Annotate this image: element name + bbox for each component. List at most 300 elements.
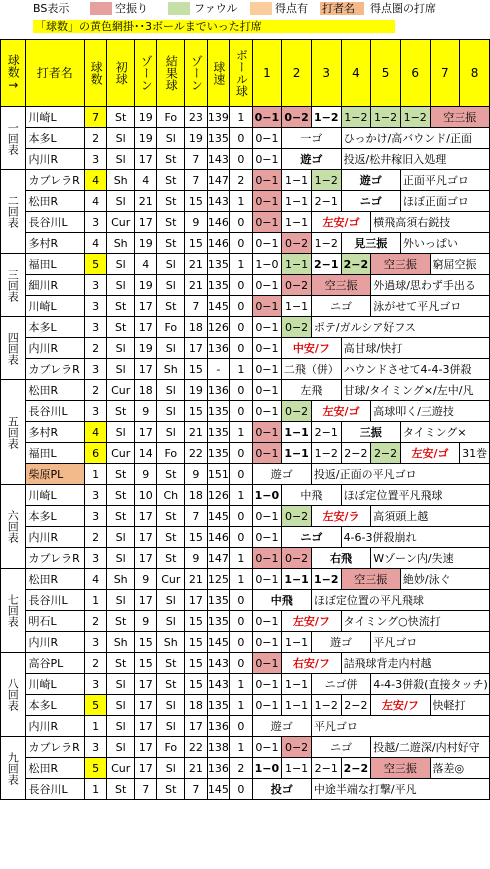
table-row xyxy=(1,233,490,254)
first-pitch: St xyxy=(107,779,135,800)
first-pitch: Sl xyxy=(107,422,135,443)
batter-name: 長谷川L xyxy=(25,401,84,422)
zone-result: 18 xyxy=(185,317,208,338)
pitch-speed: 145 xyxy=(207,506,230,527)
count-cell: タイミング× xyxy=(400,422,489,443)
zone-result: 21 xyxy=(185,275,208,296)
count-cell: 詰飛球背走内村越 xyxy=(341,653,489,674)
pitch-speed: 136 xyxy=(207,758,230,779)
header-speed: 球速 xyxy=(207,40,230,107)
pitch-speed: 135 xyxy=(207,275,230,296)
header-first: 初球 xyxy=(107,40,135,107)
table-row xyxy=(1,632,490,653)
table-row xyxy=(1,107,490,128)
ball-count: 0 xyxy=(230,275,253,296)
count-cell: 2−2 xyxy=(341,254,371,275)
count-cell: タイミング○快流打 xyxy=(341,611,489,632)
first-pitch: St xyxy=(107,296,135,317)
header-result: 結果球 xyxy=(157,40,185,107)
header-inning: 球数→ xyxy=(1,40,26,107)
count-cell: 0−1 xyxy=(252,380,282,401)
pitch-count: 3 xyxy=(84,401,107,422)
table-row xyxy=(1,254,490,275)
pitch-speed: 135 xyxy=(207,590,230,611)
result-pitch: Sl xyxy=(157,380,185,401)
zone-first: 17 xyxy=(134,422,157,443)
batter-name: 長谷川L xyxy=(25,212,84,233)
zone-first: 7 xyxy=(134,779,157,800)
count-cell: 右飛 xyxy=(311,548,370,569)
ball-count: 0 xyxy=(230,464,253,485)
table-row xyxy=(1,149,490,170)
result-pitch: St xyxy=(157,674,185,695)
zone-first: 17 xyxy=(134,590,157,611)
result-pitch: Sl xyxy=(157,128,185,149)
count-cell: 1−1 xyxy=(282,422,312,443)
result-pitch: St xyxy=(157,212,185,233)
batter-name: 柴原PL xyxy=(25,464,84,485)
header-count-8: 8 xyxy=(460,40,490,107)
zone-result: 15 xyxy=(185,359,208,380)
first-pitch: St xyxy=(107,506,135,527)
count-cell: 0−1 xyxy=(252,128,282,149)
table-row xyxy=(1,506,490,527)
table-row xyxy=(1,569,490,590)
count-cell: 1−1 xyxy=(282,191,312,212)
count-cell: 空三振 xyxy=(430,107,489,128)
first-pitch: St xyxy=(107,611,135,632)
count-cell: ひっかけ/高バウンド/正面 xyxy=(341,128,489,149)
pitch-count: 3 xyxy=(84,506,107,527)
batter-name: 長谷川L xyxy=(25,590,84,611)
ball-count: 1 xyxy=(230,737,253,758)
result-pitch: Fo xyxy=(157,443,185,464)
result-pitch: Sl xyxy=(157,695,185,716)
pitch-count: 2 xyxy=(84,380,107,401)
pitch-speed: 151 xyxy=(207,464,230,485)
first-pitch: St xyxy=(107,317,135,338)
table-row xyxy=(1,191,490,212)
batter-name: 内川R xyxy=(25,527,84,548)
ball-count: 2 xyxy=(230,170,253,191)
batter-name: 細川R xyxy=(25,275,84,296)
zone-result: 21 xyxy=(185,569,208,590)
count-cell: 外過球/思わず手出る xyxy=(371,275,490,296)
first-pitch: Sh xyxy=(107,170,135,191)
result-pitch: Fo xyxy=(157,107,185,128)
first-pitch: Cur xyxy=(107,443,135,464)
count-cell: 中途半端な打撃/平凡 xyxy=(311,779,489,800)
pitch-count: 6 xyxy=(84,443,107,464)
count-cell: 0−1 xyxy=(252,527,282,548)
pitch-count: 5 xyxy=(84,254,107,275)
result-pitch: Sl xyxy=(157,254,185,275)
first-pitch: St xyxy=(107,464,135,485)
pitch-speed: 146 xyxy=(207,233,230,254)
ball-count: 1 xyxy=(230,422,253,443)
inning-label: 一回表 xyxy=(1,107,26,170)
zone-first: 17 xyxy=(134,506,157,527)
batter-name: 本多L xyxy=(25,317,84,338)
zone-first: 17 xyxy=(134,674,157,695)
count-cell: 0−1 xyxy=(252,422,282,443)
zone-first: 15 xyxy=(134,653,157,674)
count-cell: 1−2 xyxy=(311,569,341,590)
zone-first: 17 xyxy=(134,212,157,233)
count-cell: 一ゴ xyxy=(282,128,341,149)
result-pitch: Sl xyxy=(157,590,185,611)
first-pitch: St xyxy=(107,653,135,674)
batter-name: カブレラR xyxy=(25,737,84,758)
count-cell: 0−1 xyxy=(252,737,282,758)
table-row xyxy=(1,338,490,359)
count-cell: 空三振 xyxy=(341,569,400,590)
batter-name: 内川R xyxy=(25,338,84,359)
table-row xyxy=(1,359,490,380)
first-pitch: Sl xyxy=(107,527,135,548)
pitch-count: 7 xyxy=(84,107,107,128)
table-row xyxy=(1,275,490,296)
batter-name: 内川R xyxy=(25,149,84,170)
count-cell: 中安/フ xyxy=(282,338,341,359)
pitch-speed: 143 xyxy=(207,653,230,674)
count-cell: 2−1 xyxy=(311,191,341,212)
foul-label: ファウル xyxy=(194,2,238,15)
ball-count: 0 xyxy=(230,611,253,632)
count-cell: 平凡ゴロ xyxy=(311,716,489,737)
ball-count: 0 xyxy=(230,443,253,464)
pitch-count: 2 xyxy=(84,653,107,674)
pitch-count: 4 xyxy=(84,569,107,590)
count-cell: ほぼ定位置平凡飛球 xyxy=(341,485,489,506)
batter-name: 川崎L xyxy=(25,485,84,506)
count-cell: 0−1 xyxy=(252,695,282,716)
count-cell: 0−1 xyxy=(252,338,282,359)
foul-swatch xyxy=(168,2,190,15)
batter-name: 松田R xyxy=(25,191,84,212)
zone-result: 22 xyxy=(185,737,208,758)
count-cell: 0−2 xyxy=(282,317,312,338)
zone-result: 7 xyxy=(185,779,208,800)
result-pitch: St xyxy=(157,296,185,317)
count-cell: 4-4-3併殺(直接タッチ) xyxy=(371,674,490,695)
count-cell: 遊ゴ xyxy=(341,170,400,191)
table-row xyxy=(1,758,490,779)
result-pitch: Sl xyxy=(157,275,185,296)
note-label: 「球数」の黄色網掛･･3ボールまでいった打席 xyxy=(35,20,262,33)
batter-name: 多村R xyxy=(25,233,84,254)
ball-count: 0 xyxy=(230,380,253,401)
pitch-speed: 143 xyxy=(207,191,230,212)
zone-first: 19 xyxy=(134,107,157,128)
count-cell: 空三振 xyxy=(311,275,370,296)
table-row xyxy=(1,674,490,695)
zone-result: 9 xyxy=(185,464,208,485)
count-cell: 1−1 xyxy=(282,758,312,779)
batter-name: 内川R xyxy=(25,632,84,653)
count-cell: 中飛 xyxy=(252,590,311,611)
result-pitch: Sl xyxy=(157,401,185,422)
table-row xyxy=(1,485,490,506)
pitch-count: 3 xyxy=(84,674,107,695)
zone-first: 19 xyxy=(134,233,157,254)
table-row xyxy=(1,779,490,800)
count-cell: 0−1 xyxy=(252,107,282,128)
table-row xyxy=(1,590,490,611)
batter-name: 川崎L xyxy=(25,296,84,317)
count-cell: 左安/フ xyxy=(282,611,341,632)
count-cell: 投返/松井稼旧入処理 xyxy=(341,149,489,170)
first-pitch: Sl xyxy=(107,737,135,758)
pitch-speed: 139 xyxy=(207,107,230,128)
pitch-count: 3 xyxy=(84,359,107,380)
result-pitch: St xyxy=(157,191,185,212)
result-pitch: Sl xyxy=(157,716,185,737)
count-cell: 2−2 xyxy=(341,758,371,779)
pitch-speed: 135 xyxy=(207,422,230,443)
count-cell: 絶妙/泳ぐ xyxy=(400,569,489,590)
count-cell: 左安/ゴ xyxy=(400,443,459,464)
header-count-1: 1 xyxy=(252,40,282,107)
header-count-7: 7 xyxy=(430,40,460,107)
count-cell: 見三振 xyxy=(341,233,400,254)
inning-label: 二回表 xyxy=(1,170,26,254)
count-cell: 0−1 xyxy=(252,212,282,233)
zone-first: 21 xyxy=(134,191,157,212)
pitch-speed: 135 xyxy=(207,611,230,632)
ball-count: 0 xyxy=(230,338,253,359)
count-cell: 1−2 xyxy=(311,233,341,254)
result-pitch: Sh xyxy=(157,359,185,380)
ball-count: 1 xyxy=(230,548,253,569)
count-cell: 1−0 xyxy=(252,485,282,506)
header-pitches: 球数 xyxy=(84,40,107,107)
zone-result: 17 xyxy=(185,338,208,359)
zone-first: 19 xyxy=(134,128,157,149)
count-cell: 0−1 xyxy=(252,359,282,380)
zone-result: 15 xyxy=(185,233,208,254)
zone-first: 17 xyxy=(134,716,157,737)
table-row xyxy=(1,401,490,422)
pitch-count: 4 xyxy=(84,191,107,212)
pitch-speed: 143 xyxy=(207,674,230,695)
count-cell: 投ゴ xyxy=(252,779,311,800)
pitch-speed: 136 xyxy=(207,716,230,737)
first-pitch: Cur xyxy=(107,212,135,233)
count-cell: 遊ゴ xyxy=(252,464,311,485)
count-cell: 1−1 xyxy=(282,674,312,695)
result-pitch: St xyxy=(157,170,185,191)
batter-name: 本多L xyxy=(25,128,84,149)
pitch-speed: 138 xyxy=(207,737,230,758)
inning-label: 五回表 xyxy=(1,380,26,485)
pitch-count: 5 xyxy=(84,758,107,779)
count-cell: 左安/ラ xyxy=(311,506,370,527)
table-row xyxy=(1,380,490,401)
batter-name: カブレラR xyxy=(25,548,84,569)
count-cell: 左安/ゴ xyxy=(311,212,370,233)
table-row xyxy=(1,296,490,317)
inning-label: 四回表 xyxy=(1,317,26,380)
count-cell: 平凡ゴロ xyxy=(371,632,490,653)
count-cell: 0−2 xyxy=(282,737,312,758)
count-cell: 1−0 xyxy=(252,254,282,275)
inning-label: 八回表 xyxy=(1,653,26,737)
first-pitch: St xyxy=(107,485,135,506)
scoring-pos-label: 得点圏の打席 xyxy=(370,2,436,15)
count-cell: 1−1 xyxy=(282,170,312,191)
zone-first: 17 xyxy=(134,296,157,317)
pitch-count: 4 xyxy=(84,233,107,254)
zone-first: 17 xyxy=(134,737,157,758)
inning-label: 六回表 xyxy=(1,485,26,569)
first-pitch: Sl xyxy=(107,254,135,275)
zone-first: 17 xyxy=(134,359,157,380)
zone-result: 22 xyxy=(185,443,208,464)
pitch-count: 1 xyxy=(84,590,107,611)
batter-name: 明石L xyxy=(25,611,84,632)
count-cell: 0−2 xyxy=(282,548,312,569)
result-pitch: St xyxy=(157,506,185,527)
batter-name: カブレラR xyxy=(25,170,84,191)
zone-first: 17 xyxy=(134,548,157,569)
count-cell: 0−2 xyxy=(282,233,312,254)
pitch-speed: 146 xyxy=(207,527,230,548)
table-row xyxy=(1,527,490,548)
first-pitch: St xyxy=(107,401,135,422)
zone-result: 15 xyxy=(185,653,208,674)
pitch-speed: 135 xyxy=(207,128,230,149)
header-count-6: 6 xyxy=(400,40,430,107)
count-cell: 横飛高須右鋭技 xyxy=(371,212,490,233)
table-row xyxy=(1,737,490,758)
ball-count: 0 xyxy=(230,212,253,233)
count-cell: ニゴ xyxy=(282,527,341,548)
pitch-speed: 145 xyxy=(207,632,230,653)
result-pitch: Fo xyxy=(157,737,185,758)
count-cell: 2−2 xyxy=(341,443,371,464)
zone-result: 9 xyxy=(185,212,208,233)
first-pitch: Sh xyxy=(107,569,135,590)
ball-count: 1 xyxy=(230,485,253,506)
pitch-table xyxy=(0,39,490,800)
zone-result: 15 xyxy=(185,611,208,632)
pitch-speed: 135 xyxy=(207,443,230,464)
ball-count: 0 xyxy=(230,401,253,422)
pitch-count: 3 xyxy=(84,737,107,758)
zone-first: 14 xyxy=(134,443,157,464)
pitch-count: 3 xyxy=(84,275,107,296)
ball-count: 0 xyxy=(230,233,253,254)
ball-count: 0 xyxy=(230,506,253,527)
batter-legend-label: 打者名 xyxy=(322,2,355,15)
header-zone2: ゾーン xyxy=(185,40,208,107)
count-cell: 1−2 xyxy=(311,695,341,716)
pitch-speed: 135 xyxy=(207,254,230,275)
count-cell: 0−1 xyxy=(252,401,282,422)
result-pitch: St xyxy=(157,464,185,485)
batter-name: 内川R xyxy=(25,716,84,737)
count-cell: 0−1 xyxy=(252,317,282,338)
first-pitch: Sl xyxy=(107,590,135,611)
first-pitch: St xyxy=(107,107,135,128)
pitch-count: 1 xyxy=(84,464,107,485)
count-cell: 2−1 xyxy=(311,254,341,275)
pitch-speed: 147 xyxy=(207,170,230,191)
zone-first: 9 xyxy=(134,401,157,422)
zone-result: 18 xyxy=(185,695,208,716)
ball-count: 0 xyxy=(230,317,253,338)
pitch-count: 3 xyxy=(84,632,107,653)
score-label: 得点有 xyxy=(275,2,308,15)
pitch-count: 3 xyxy=(84,296,107,317)
count-cell: 0−2 xyxy=(282,107,312,128)
zone-result: 15 xyxy=(185,191,208,212)
header-count-3: 3 xyxy=(311,40,341,107)
count-cell: 遊ゴ xyxy=(252,716,311,737)
zone-result: 23 xyxy=(185,107,208,128)
count-cell: 1−1 xyxy=(282,632,312,653)
count-cell: 泳がせて平凡ゴロ xyxy=(371,296,490,317)
count-cell: 1−1 xyxy=(282,443,312,464)
header-count-4: 4 xyxy=(341,40,371,107)
count-cell: Wゾーン内/失速 xyxy=(371,548,490,569)
table-row xyxy=(1,443,490,464)
table-row xyxy=(1,128,490,149)
count-cell: 投返/正面の平凡ゴロ xyxy=(311,464,489,485)
swing-swatch xyxy=(90,2,112,15)
result-pitch: St xyxy=(157,233,185,254)
zone-result: 19 xyxy=(185,380,208,401)
count-cell: 1−2 xyxy=(311,443,341,464)
batter-name: 長谷川L xyxy=(25,779,84,800)
zone-result: 7 xyxy=(185,506,208,527)
count-cell: ニゴ xyxy=(311,737,370,758)
count-cell: 高球叩く/三遊技 xyxy=(371,401,490,422)
ball-count: 1 xyxy=(230,695,253,716)
pitch-speed: 136 xyxy=(207,380,230,401)
bs-label: BS表示 xyxy=(33,2,70,15)
legend xyxy=(0,0,490,40)
count-cell: ほぼ正面ゴロ xyxy=(400,191,489,212)
result-pitch: Cur xyxy=(157,569,185,590)
count-cell: 1−2 xyxy=(311,170,341,191)
pitch-count: 3 xyxy=(84,149,107,170)
count-cell: 1−1 xyxy=(282,695,312,716)
pitch-speed: 143 xyxy=(207,149,230,170)
result-pitch: St xyxy=(157,653,185,674)
count-cell: 0−1 xyxy=(252,443,282,464)
first-pitch: Sl xyxy=(107,128,135,149)
first-pitch: Sl xyxy=(107,695,135,716)
pitch-speed: 147 xyxy=(207,548,230,569)
first-pitch: Sl xyxy=(107,359,135,380)
ball-count: 0 xyxy=(230,653,253,674)
batter-name: 松田R xyxy=(25,380,84,401)
count-cell: 2−1 xyxy=(311,758,341,779)
zone-first: 9 xyxy=(134,464,157,485)
count-cell: 高須頭上越 xyxy=(371,506,490,527)
count-cell: 0−2 xyxy=(282,275,312,296)
first-pitch: Sl xyxy=(107,275,135,296)
pitch-speed: 126 xyxy=(207,317,230,338)
ball-count: 1 xyxy=(230,254,253,275)
count-cell: 0−1 xyxy=(252,170,282,191)
zone-first: 17 xyxy=(134,317,157,338)
first-pitch: Sl xyxy=(107,338,135,359)
count-cell: 4-6-3併殺崩れ xyxy=(341,527,489,548)
count-cell: 0−2 xyxy=(282,401,312,422)
